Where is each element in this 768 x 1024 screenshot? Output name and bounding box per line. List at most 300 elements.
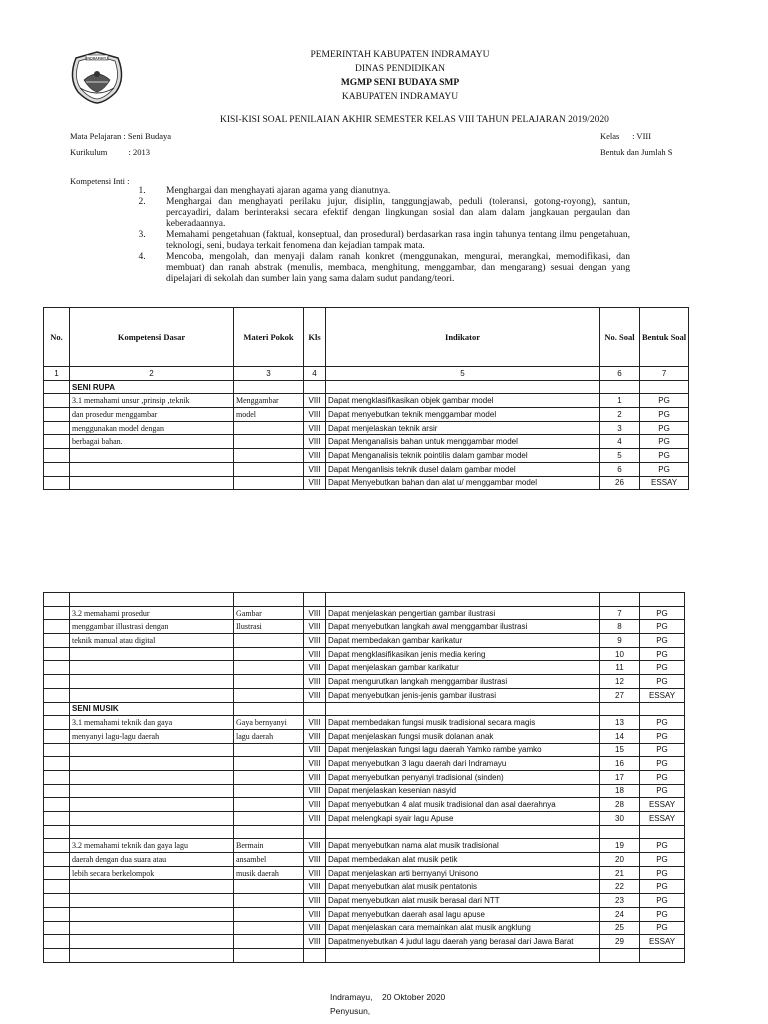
cell-bentuk-soal: PG	[640, 620, 685, 634]
col-num: 1	[44, 367, 70, 381]
cell-kompetensi-dasar	[70, 798, 234, 812]
cell-kompetensi-dasar	[70, 825, 234, 839]
table-row	[44, 408, 689, 422]
cell-no	[44, 907, 70, 921]
cell-kompetensi-dasar	[70, 921, 234, 935]
cell-no-soal: 9	[600, 634, 640, 648]
cell-kls: VIII	[304, 394, 326, 408]
cell-no-soal: 19	[600, 839, 640, 853]
cell-no-soal: 29	[600, 935, 640, 949]
cell-indikator	[326, 825, 600, 839]
cell-no-soal: 10	[600, 647, 640, 661]
cell-materi-pokok: Gaya bernyanyi	[234, 716, 304, 730]
document-title: KISI-KISI SOAL PENILAIAN AKHIR SEMESTER KELAS VIII TAHUN PELAJARAN 2019/2020	[220, 115, 609, 125]
cell-kls: VIII	[304, 757, 326, 771]
cell-kls: VIII	[304, 647, 326, 661]
cell-indikator: Dapat Menganalisis teknik pointilis dalam gambar model	[326, 449, 600, 463]
table-row	[44, 688, 685, 702]
cell-bentuk-soal: PG	[640, 839, 685, 853]
cell-kls: VIII	[304, 476, 326, 490]
table-row	[44, 907, 685, 921]
cell-indikator: Dapat Menganalisis bahan untuk menggambar model	[326, 435, 600, 449]
cell-bentuk-soal: PG	[640, 894, 685, 908]
kisi-table-1	[43, 307, 689, 490]
cell-bentuk-soal: PG	[640, 866, 685, 880]
cell-indikator: Dapat mengurutkan langkah menggambar ilustrasi	[326, 675, 600, 689]
cell-no-soal: 30	[600, 812, 640, 826]
col-num: 6	[600, 367, 640, 381]
col-indikator: Indikator	[326, 308, 600, 367]
col-kompetensi-dasar: Kompetensi Dasar	[70, 308, 234, 367]
cell-no-soal: 16	[600, 757, 640, 771]
cell-bentuk-soal: PG	[640, 449, 689, 463]
cell-indikator: Dapat menyebutkan langkah awal menggambar ilustrasi	[326, 620, 600, 634]
cell-kompetensi-dasar: menggunakan model dengan	[70, 421, 234, 435]
cell-bentuk-soal: PG	[640, 606, 685, 620]
cell-materi-pokok	[234, 421, 304, 435]
cell-kompetensi-dasar	[70, 935, 234, 949]
place-date: Indramayu, 20 Oktober 2020	[330, 992, 446, 1002]
cell-no-soal: 18	[600, 784, 640, 798]
cell-kompetensi-dasar	[70, 647, 234, 661]
cell-no-soal: 20	[600, 853, 640, 867]
cell-no	[44, 702, 70, 716]
cell-kompetensi-dasar	[70, 880, 234, 894]
table-header-row	[44, 308, 689, 367]
mata-pelajaran: Mata Pelajaran : Seni Budaya	[70, 131, 172, 141]
cell-kls: VIII	[304, 729, 326, 743]
letterhead	[230, 48, 570, 104]
cell-materi-pokok	[234, 825, 304, 839]
cell-no-soal: 8	[600, 620, 640, 634]
cell-indikator: Dapat membedakan fungsi musik tradisional secara magis	[326, 716, 600, 730]
cell-kls: VIII	[304, 812, 326, 826]
cell-materi-pokok	[234, 812, 304, 826]
cell-no	[44, 894, 70, 908]
kompetensi-item: 2. Menghargai dan menghayati perilaku jujur, disiplin, tanggungjawab, peduli (toleransi, gotong-royong), santun, percayadiri, dalam berinteraksi secara efektif dengan lingkungan sosial dan alam dalam jangkauan pergaulan dan keberadaannya.	[148, 197, 630, 230]
header-line1: PEMERINTAH KABUPATEN INDRAMAYU	[310, 50, 490, 60]
cell-materi-pokok	[234, 634, 304, 648]
cell-no-soal: 7	[600, 606, 640, 620]
header-line2: DINAS PENDIDIKAN	[355, 64, 445, 74]
cell-bentuk-soal: PG	[640, 729, 685, 743]
cell-materi-pokok: Ilustrasi	[234, 620, 304, 634]
cell-materi-pokok	[234, 921, 304, 935]
cell-bentuk-soal: PG	[640, 394, 689, 408]
table-row	[44, 620, 685, 634]
cell-no	[44, 476, 70, 490]
cell-bentuk-soal: PG	[640, 784, 685, 798]
cell-no	[44, 770, 70, 784]
cell-materi-pokok	[234, 743, 304, 757]
cell-kls: VIII	[304, 606, 326, 620]
table-row	[44, 606, 685, 620]
cell-bentuk-soal	[640, 593, 685, 607]
cell-materi-pokok	[234, 880, 304, 894]
cell-kompetensi-dasar: dan prosedur menggambar	[70, 408, 234, 422]
table-row	[44, 784, 685, 798]
cell-indikator	[326, 593, 600, 607]
cell-kompetensi-dasar	[70, 743, 234, 757]
cell-indikator: Dapat menyebutkan alat musik berasal dari NTT	[326, 894, 600, 908]
table-row	[44, 661, 685, 675]
cell-bentuk-soal: PG	[640, 757, 685, 771]
cell-no-soal: 26	[600, 476, 640, 490]
cell-materi-pokok	[234, 935, 304, 949]
cell-bentuk-soal: PG	[640, 853, 685, 867]
cell-materi-pokok	[234, 907, 304, 921]
cell-indikator: Dapat menyebutkan 4 alat musik tradisional dan asal daerahnya	[326, 798, 600, 812]
cell-kls: VIII	[304, 798, 326, 812]
cell-bentuk-soal: PG	[640, 716, 685, 730]
table-row	[44, 948, 685, 962]
table-row	[44, 853, 685, 867]
cell-kompetensi-dasar	[70, 476, 234, 490]
cell-no-soal: 6	[600, 462, 640, 476]
cell-bentuk-soal: PG	[640, 880, 685, 894]
cell-kompetensi-dasar: berbagai bahan.	[70, 435, 234, 449]
cell-kompetensi-dasar	[70, 894, 234, 908]
cell-no	[44, 688, 70, 702]
cell-bentuk-soal: ESSAY	[640, 935, 685, 949]
cell-no	[44, 593, 70, 607]
cell-kompetensi-dasar: lebih secara berkelompok	[70, 866, 234, 880]
table-row	[44, 743, 685, 757]
header-line3: MGMP SENI BUDAYA SMP	[340, 78, 460, 88]
cell-no	[44, 716, 70, 730]
cell-no	[44, 784, 70, 798]
table-row	[44, 757, 685, 771]
header-line4: KABUPATEN INDRAMAYU	[341, 92, 459, 102]
cell-materi-pokok	[234, 435, 304, 449]
cell-kompetensi-dasar	[70, 757, 234, 771]
cell-no	[44, 757, 70, 771]
cell-kls: VIII	[304, 449, 326, 463]
cell-no-soal: 1	[600, 394, 640, 408]
cell-materi-pokok	[234, 894, 304, 908]
cell-bentuk-soal: ESSAY	[640, 688, 685, 702]
col-num: 3	[234, 367, 304, 381]
cell-kompetensi-dasar: menggambar illustrasi dengan	[70, 620, 234, 634]
cell-kls: VIII	[304, 688, 326, 702]
cell-no	[44, 839, 70, 853]
cell-materi-pokok: ansambel	[234, 853, 304, 867]
cell-indikator: Dapat menyebutkan daerah asal lagu apuse	[326, 907, 600, 921]
cell-no-soal: 17	[600, 770, 640, 784]
cell-bentuk-soal: PG	[640, 675, 685, 689]
cell-no	[44, 408, 70, 422]
empty-cell	[234, 380, 304, 394]
cell-kls: VIII	[304, 907, 326, 921]
cell-no	[44, 634, 70, 648]
table-row	[44, 421, 689, 435]
cell-no	[44, 421, 70, 435]
logo-text: INDRAMAYU	[86, 56, 108, 61]
table-row	[44, 675, 685, 689]
cell-indikator: Dapat menyebutkan teknik menggambar model	[326, 408, 600, 422]
cell-kompetensi-dasar: 3.2 memahami teknik dan gaya lagu	[70, 839, 234, 853]
col-num: 2	[70, 367, 234, 381]
cell-kompetensi-dasar	[70, 948, 234, 962]
table-row	[44, 476, 689, 490]
empty-cell	[326, 380, 600, 394]
cell-kompetensi-dasar: menyanyi lagu-lagu daerah	[70, 729, 234, 743]
kisi-table-2	[43, 592, 685, 963]
cell-materi-pokok	[234, 784, 304, 798]
cell-indikator: Dapat menyebutkan 3 lagu daerah dari Indramayu	[326, 757, 600, 771]
cell-no	[44, 620, 70, 634]
cell-kompetensi-dasar: teknik manual atau digital	[70, 634, 234, 648]
table-row	[44, 716, 685, 730]
cell-materi-pokok	[234, 798, 304, 812]
cell-kompetensi-dasar: 3.1 memahami unsur ,prinsip ,teknik	[70, 394, 234, 408]
col-materi-pokok: Materi Pokok	[234, 308, 304, 367]
cell-indikator: Dapat menjelaskan gambar karikatur	[326, 661, 600, 675]
kompetensi-item: 1. Menghargai dan menghayati ajaran agama yang dianutnya.	[148, 186, 630, 197]
cell-no-soal: 24	[600, 907, 640, 921]
cell-kompetensi-dasar	[70, 812, 234, 826]
cell-indikator: Dapat menjelaskan fungsi lagu daerah Yamko rambe yamko	[326, 743, 600, 757]
table-row	[44, 866, 685, 880]
cell-kls: VIII	[304, 408, 326, 422]
cell-indikator: Dapat mengklasifikasikan objek gambar model	[326, 394, 600, 408]
cell-indikator: Dapat menjelaskan kesenian nasyid	[326, 784, 600, 798]
col-no: No.	[44, 308, 70, 367]
table-row	[44, 380, 689, 394]
cell-no-soal: 27	[600, 688, 640, 702]
empty-cell	[640, 380, 689, 394]
cell-kls: VIII	[304, 853, 326, 867]
kelas: Kelas : VIII	[600, 131, 652, 141]
table-row	[44, 798, 685, 812]
table-row	[44, 894, 685, 908]
col-kls: Kls	[304, 308, 326, 367]
section-heading: SENI RUPA	[70, 380, 234, 394]
cell-no	[44, 729, 70, 743]
cell-bentuk-soal: PG	[640, 408, 689, 422]
cell-kompetensi-dasar: 3.1 memahami teknik dan gaya	[70, 716, 234, 730]
cell-no	[44, 798, 70, 812]
cell-indikator: Dapat Menyebutkan bahan dan alat u/ menggambar model	[326, 476, 600, 490]
cell-materi-pokok: Bermain	[234, 839, 304, 853]
cell-materi-pokok	[234, 647, 304, 661]
cell-no-soal: 12	[600, 675, 640, 689]
table-row	[44, 593, 685, 607]
cell-kls: VIII	[304, 661, 326, 675]
cell-no	[44, 394, 70, 408]
cell-kompetensi-dasar	[70, 661, 234, 675]
cell-kls: VIII	[304, 716, 326, 730]
kompetensi-list	[70, 186, 630, 285]
cell-kompetensi-dasar	[70, 675, 234, 689]
cell-indikator: Dapat menjelaskan cara memainkan alat musik angklung	[326, 921, 600, 935]
cell-no	[44, 449, 70, 463]
cell-no	[44, 935, 70, 949]
cell-no-soal	[600, 593, 640, 607]
table-row	[44, 839, 685, 853]
cell-kompetensi-dasar	[70, 770, 234, 784]
cell-kompetensi-dasar: 3.2 memahami prosedur	[70, 606, 234, 620]
cell-kompetensi-dasar	[70, 449, 234, 463]
col-bentuk-soal: Bentuk Soal	[640, 308, 689, 367]
table-row	[44, 394, 689, 408]
regency-logo	[66, 50, 128, 104]
empty-cell	[304, 702, 326, 716]
cell-bentuk-soal: PG	[640, 743, 685, 757]
cell-kompetensi-dasar	[70, 907, 234, 921]
cell-no	[44, 606, 70, 620]
cell-kls: VIII	[304, 675, 326, 689]
empty-cell	[234, 702, 304, 716]
cell-indikator: Dapat membedakan gambar karikatur	[326, 634, 600, 648]
cell-bentuk-soal: PG	[640, 647, 685, 661]
empty-cell	[304, 380, 326, 394]
cell-kompetensi-dasar	[70, 462, 234, 476]
cell-materi-pokok	[234, 661, 304, 675]
cell-no-soal: 2	[600, 408, 640, 422]
kompetensi-title: Kompetensi Inti :	[70, 176, 130, 186]
cell-kompetensi-dasar	[70, 593, 234, 607]
table-row	[44, 825, 685, 839]
cell-materi-pokok	[234, 770, 304, 784]
cell-kompetensi-dasar	[70, 784, 234, 798]
empty-cell	[600, 380, 640, 394]
table-row	[44, 935, 685, 949]
cell-no	[44, 675, 70, 689]
cell-bentuk-soal: ESSAY	[640, 476, 689, 490]
cell-bentuk-soal: PG	[640, 421, 689, 435]
cell-kls: VIII	[304, 743, 326, 757]
cell-indikator: Dapat Menganlisis teknik dusel dalam gambar model	[326, 462, 600, 476]
col-num: 5	[326, 367, 600, 381]
cell-materi-pokok	[234, 476, 304, 490]
cell-kompetensi-dasar: daerah dengan dua suara atau	[70, 853, 234, 867]
cell-indikator: Dapat menyebutkan alat musik pentatonis	[326, 880, 600, 894]
cell-kls	[304, 948, 326, 962]
cell-no-soal: 11	[600, 661, 640, 675]
cell-indikator: Dapat menjelaskan pengertian gambar ilustrasi	[326, 606, 600, 620]
cell-kompetensi-dasar	[70, 688, 234, 702]
cell-no	[44, 462, 70, 476]
table-row	[44, 921, 685, 935]
cell-no	[44, 647, 70, 661]
cell-bentuk-soal: ESSAY	[640, 812, 685, 826]
cell-no-soal: 25	[600, 921, 640, 935]
cell-no	[44, 866, 70, 880]
cell-no-soal: 23	[600, 894, 640, 908]
cell-kls: VIII	[304, 935, 326, 949]
empty-cell	[326, 702, 600, 716]
cell-no-soal: 5	[600, 449, 640, 463]
cell-no	[44, 880, 70, 894]
cell-kls: VIII	[304, 435, 326, 449]
penyusun-label: Penyusun,	[330, 1006, 371, 1016]
kurikulum: Kurikulum : 2013	[70, 147, 151, 157]
cell-indikator: Dapat menjelaskan teknik arsir	[326, 421, 600, 435]
table-row	[44, 729, 685, 743]
cell-kls: VIII	[304, 839, 326, 853]
cell-no-soal	[600, 825, 640, 839]
cell-kls: VIII	[304, 770, 326, 784]
table-row	[44, 770, 685, 784]
cell-bentuk-soal: ESSAY	[640, 798, 685, 812]
cell-indikator: Dapat mengklasifikasikan jenis media kering	[326, 647, 600, 661]
cell-no	[44, 812, 70, 826]
cell-materi-pokok: lagu daerah	[234, 729, 304, 743]
cell-no	[44, 380, 70, 394]
cell-indikator: Dapat menyebutkan penyanyi tradisional (sinden)	[326, 770, 600, 784]
col-num: 7	[640, 367, 689, 381]
empty-cell	[600, 702, 640, 716]
section-heading: SENI MUSIK	[70, 702, 234, 716]
cell-no	[44, 921, 70, 935]
cell-kls: VIII	[304, 894, 326, 908]
cell-no-soal: 15	[600, 743, 640, 757]
column-number-row	[44, 367, 689, 381]
cell-bentuk-soal	[640, 825, 685, 839]
kompetensi-inti	[70, 176, 630, 285]
table-row	[44, 702, 685, 716]
cell-materi-pokok	[234, 462, 304, 476]
cell-kls: VIII	[304, 620, 326, 634]
col-num: 4	[304, 367, 326, 381]
table-row	[44, 449, 689, 463]
cell-kls: VIII	[304, 866, 326, 880]
cell-kls: VIII	[304, 634, 326, 648]
cell-no-soal: 14	[600, 729, 640, 743]
cell-bentuk-soal: PG	[640, 921, 685, 935]
cell-bentuk-soal: PG	[640, 770, 685, 784]
table-row	[44, 812, 685, 826]
cell-no	[44, 853, 70, 867]
cell-materi-pokok: Menggambar	[234, 394, 304, 408]
table-row	[44, 647, 685, 661]
cell-indikator: Dapat melengkapi syair lagu Apuse	[326, 812, 600, 826]
cell-bentuk-soal: PG	[640, 907, 685, 921]
cell-indikator: Dapat menjelaskan fungsi musik dolanan anak	[326, 729, 600, 743]
table-row	[44, 880, 685, 894]
cell-indikator: Dapat menjelaskan arti bernyanyi Unisono	[326, 866, 600, 880]
table-row	[44, 462, 689, 476]
cell-no-soal: 28	[600, 798, 640, 812]
kompetensi-item: 4. Mencoba, mengolah, dan menyaji dalam ranah konkret (menggunakan, mengurai, merangkai, memodifikasi, dan membuat) dan ranah abstrak (menulis, membaca, menghitung, menggambar, dan mengarang) sesuai dengan yang dipelajari di sekolah dan sumber lain yang sama dalam sudut pandang/teori.	[148, 252, 630, 285]
cell-indikator	[326, 948, 600, 962]
cell-indikator: Dapatmenyebutkan 4 judul lagu daerah yang berasal dari Jawa Barat	[326, 935, 600, 949]
cell-materi-pokok	[234, 593, 304, 607]
cell-materi-pokok: musik daerah	[234, 866, 304, 880]
cell-kls: VIII	[304, 784, 326, 798]
col-no-soal: No. Soal	[600, 308, 640, 367]
cell-kls: VIII	[304, 880, 326, 894]
table-row	[44, 435, 689, 449]
table-row	[44, 634, 685, 648]
cell-no-soal: 3	[600, 421, 640, 435]
cell-indikator: Dapat menyebutkan nama alat musik tradisional	[326, 839, 600, 853]
cell-no	[44, 825, 70, 839]
kompetensi-item: 3. Memahami pengetahuan (faktual, konseptual, dan prosedural) berdasarkan rasa ingin tahunya tentang ilmu pengetahuan, teknologi, seni, budaya terkait fenomena dan kejadian tampak mata.	[148, 230, 630, 252]
cell-materi-pokok	[234, 948, 304, 962]
bentuk-jumlah: Bentuk dan Jumlah S	[600, 147, 673, 157]
cell-materi-pokok	[234, 688, 304, 702]
cell-bentuk-soal: PG	[640, 435, 689, 449]
cell-no-soal: 22	[600, 880, 640, 894]
cell-bentuk-soal: PG	[640, 634, 685, 648]
cell-materi-pokok: Gambar	[234, 606, 304, 620]
cell-no	[44, 435, 70, 449]
cell-no	[44, 743, 70, 757]
cell-materi-pokok	[234, 449, 304, 463]
cell-kls: VIII	[304, 421, 326, 435]
